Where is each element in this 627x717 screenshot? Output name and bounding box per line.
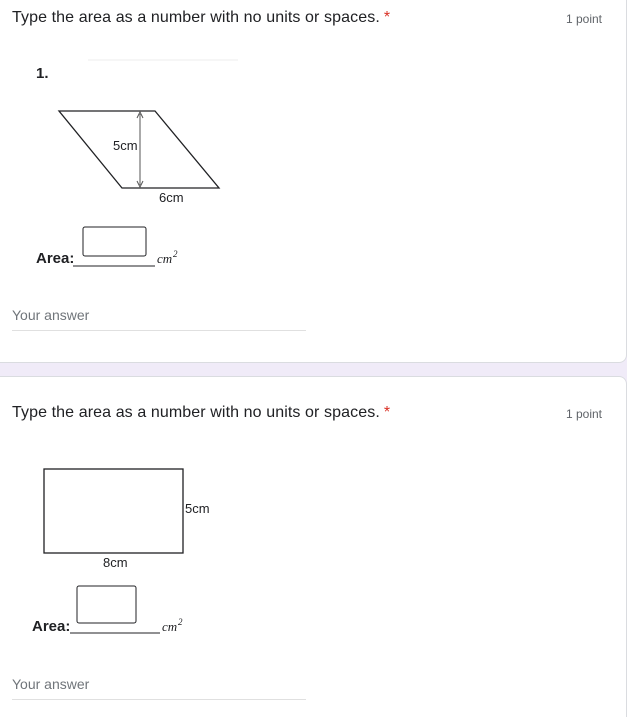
answer-input[interactable]	[12, 672, 306, 700]
rectangle-figure	[0, 457, 300, 657]
points-label: 1 point	[565, 12, 602, 26]
area-box	[83, 227, 146, 256]
answer-input[interactable]	[12, 303, 306, 331]
points-label: 1 point	[565, 407, 602, 421]
area-unit: cm	[162, 619, 178, 634]
question-title-text: Type the area as a number with no units or spaces.	[12, 9, 380, 26]
base-label: 6cm	[159, 190, 184, 205]
question-title-text: Type the area as a number with no units or spaces.	[12, 404, 380, 421]
required-asterisk: *	[383, 404, 391, 421]
parallelogram-shape	[59, 111, 219, 188]
question-card-2	[0, 376, 627, 717]
area-label: Area:	[36, 250, 75, 267]
height-label: 5cm	[113, 138, 138, 153]
answer-placeholder: Your answer	[12, 307, 90, 323]
area-unit-exponent: 2	[178, 617, 183, 627]
answer-placeholder: Your answer	[12, 676, 90, 692]
parallelogram-figure	[0, 40, 300, 280]
area-box	[77, 586, 136, 623]
question-title	[12, 404, 390, 422]
area-unit: cm	[157, 251, 173, 266]
area-label: Area:	[32, 618, 71, 635]
figure-number-label: 1.	[36, 65, 49, 82]
rectangle-shape	[44, 469, 183, 553]
base-label: 8cm	[103, 555, 128, 570]
question-title	[12, 9, 390, 27]
side-label: 5cm	[185, 501, 210, 516]
area-unit-exponent: 2	[173, 249, 178, 259]
required-asterisk: *	[383, 9, 391, 26]
